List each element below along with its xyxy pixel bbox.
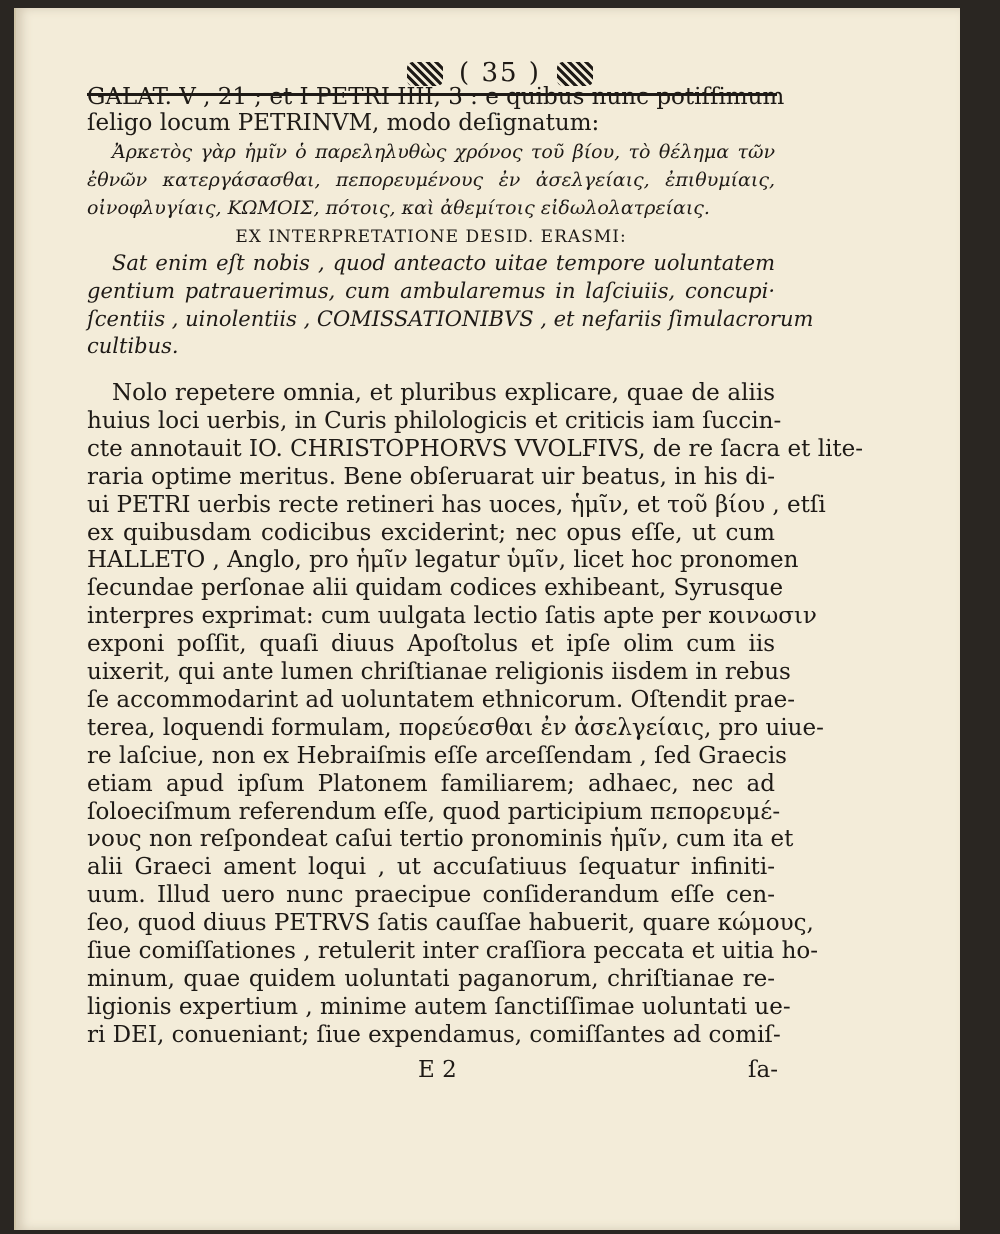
body-line: ſe accommodarint ad uoluntatem ethnicorum. Oſtendit prae- xyxy=(87,686,795,713)
latin-quote-line: gentium patrauerimus, cum ambularemus in laſciuiis, concupi· xyxy=(87,279,775,303)
body-line: ſecundae perſonae alii quidam codices exhibeant, Syrusque xyxy=(87,575,784,602)
quote-heading: EX INTERPRETATIONE DESID. ERASMI: xyxy=(235,227,627,247)
body-line: ligionis expertium , minime autem ſanctiſſimae uoluntati ue- xyxy=(87,993,791,1020)
body-line: etiam apud ipſum Platonem familiarem; adhaec, nec ad xyxy=(87,770,775,797)
body-line: exponi poſſit, quaſi diuus Apoſtolus et ipſe olim cum iis xyxy=(87,631,775,658)
body-line: ſoloeciſmum referendum eſſe, quod participium πεπορευμέ- xyxy=(87,798,781,825)
body-line: ui PETRI uerbis recte retineri has uoces, ἡμῖν, et τοῦ βίου , etſi xyxy=(87,491,826,518)
greek-quote-line: ἐθνῶν κατεργάσασθαι, πεπορευμένους ἐν ἀσελγείαις, ἐπιθυμίαις, xyxy=(87,169,775,191)
latin-quote-line: cultibus. xyxy=(87,334,179,358)
body-line: interpres exprimat: cum uulgata lectio ſatis apte per κοινωσιν xyxy=(87,603,817,630)
body-line: Nolo repetere omnia, et pluribus explicare, quae de aliis xyxy=(112,380,775,406)
body-line: ex quibusdam codicibus exciderint; nec opus eſſe, ut cum xyxy=(87,519,775,546)
body-line: alii Graeci ament loqui , ut accuſatiuus ſequatur infiniti- xyxy=(87,854,775,881)
body-line: cte annotauit IO. CHRISTOPHORVS VVOLFIVS, de re ſacra et lite- xyxy=(87,435,864,462)
text-line: GALAT. V , 21 ; et I PETRI IIII, 3 : e quibus nunc potiſſimum xyxy=(87,84,785,110)
body-line: ſiue comiſſationes , retulerit inter craſſiora peccata et uitia ho- xyxy=(87,938,819,964)
ornament-left-icon xyxy=(407,62,443,86)
body-line: re laſciue, non ex Hebraiſmis eſſe arceſſendam , ſed Graecis xyxy=(87,742,787,769)
signature-mark: E 2 xyxy=(418,1057,457,1083)
body-line: ſeo, quod diuus PETRVS ſatis cauſſae habuerit, quare κώμους, xyxy=(87,910,814,937)
greek-quote-line: Ἀρκετὸς γὰρ ἡμῖν ὁ παρεληλυθὼς χρόνος τοῦ βίου, τὸ θέλημα τῶν xyxy=(112,141,775,163)
latin-quote-line: ſcentiis , uinolentiis , COMISSATIONIBVS , et nefariis ſimulacrorum xyxy=(87,307,814,331)
greek-quote-line: οἰνοφλυγίαις, ΚΩΜΟΙΣ, πότοις, καὶ ἀθεμίτοις εἰδωλολατρείαις. xyxy=(87,197,710,219)
body-line: ri DEI, conueniant; ſiue expendamus, comiſſantes ad comiſ- xyxy=(87,1021,781,1048)
page-number: ( 35 ) xyxy=(459,58,541,88)
text-line: ſeligo locum PETRINVM, modo deſignatum: xyxy=(87,110,600,136)
body-line: νους non reſpondeat caſui tertio pronominis ἡμῖν, cum ita et xyxy=(87,826,794,853)
ornament-right-icon xyxy=(557,62,593,86)
body-line: HALLETO , Anglo, pro ἡμῖν legatur ὑμῖν, licet hoc pronomen xyxy=(87,547,799,574)
body-line: raria optime meritus. Bene obſeruarat uir beatus, in his di- xyxy=(87,463,775,490)
body-line: minum, quae quidem uoluntati paganorum, chriſtianae re- xyxy=(87,965,775,992)
body-line: uum. Illud uero nunc praecipue conſiderandum eſſe cen- xyxy=(87,882,775,909)
latin-quote-line: Sat enim eſt nobis , quod anteacto uitae tempore uoluntatem xyxy=(112,251,775,275)
body-line: uixerit, qui ante lumen chriſtianae religionis iisdem in rebus xyxy=(87,659,791,685)
body-line: terea, loquendi formulam, πορεύεσθαι ἐν ἀσελγείαις, pro uiue- xyxy=(87,714,824,741)
body-line: huius loci uerbis, in Curis philologicis et criticis iam ſuccin- xyxy=(87,407,782,434)
catchword: ſa- xyxy=(748,1057,778,1083)
